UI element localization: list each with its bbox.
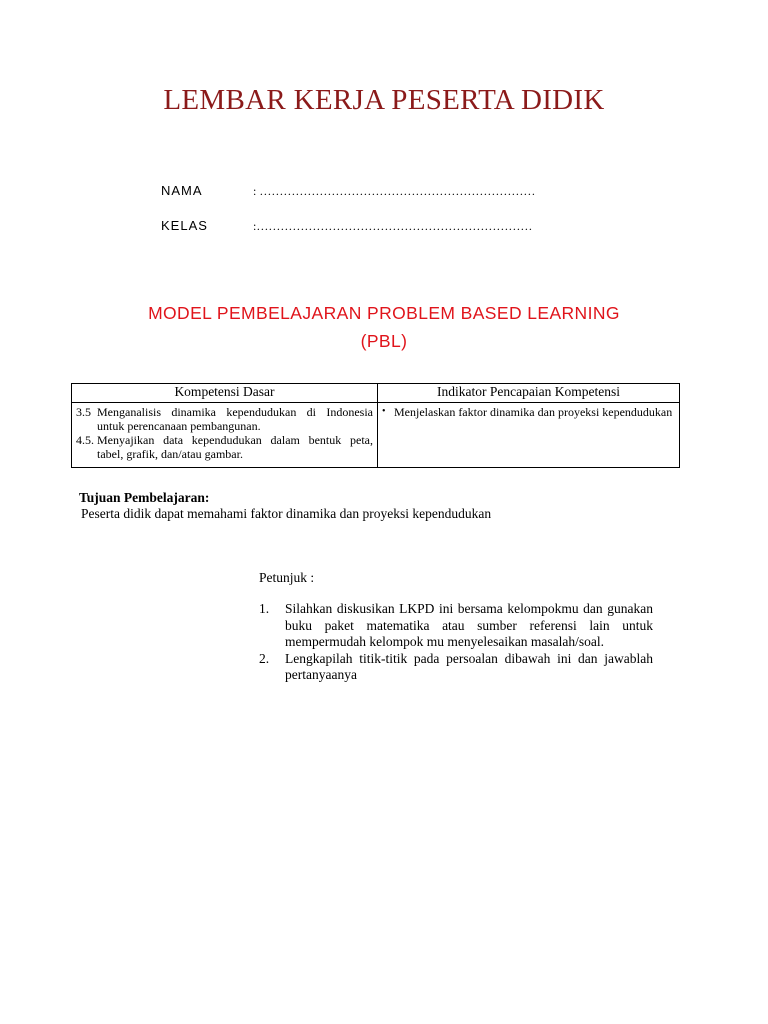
table-row xyxy=(72,403,680,468)
list-item-text: Silahkan diskusikan LKPD ini bersama kelompokmu dan gunakan buku paket matematika atau sumber referensi lain untuk mempermudah kelompok mu menyelesaikan masalah/soal. xyxy=(285,601,653,649)
header-indikator: Indikator Pencapaian Kompetensi xyxy=(378,384,680,403)
model-heading-line1: MODEL PEMBELAJARAN PROBLEM BASED LEARNING xyxy=(148,303,620,323)
list-item-number: 2. xyxy=(259,650,270,666)
list-item-text: Lengkapilah titik-titik pada persoalan dibawah ini dan jawablah pertanyaanya xyxy=(285,650,653,682)
kd-text: Menganalisis dinamika kependudukan di Indonesia untuk perencanaan pembangunan. xyxy=(97,405,373,433)
kd-item xyxy=(76,405,373,433)
worksheet-title: LEMBAR KERJA PESERTA DIDIK xyxy=(163,84,605,116)
kompetensi-dasar-cell xyxy=(72,403,378,468)
model-heading xyxy=(0,299,768,355)
kd-item xyxy=(76,433,373,461)
nama-label: NAMA xyxy=(161,183,203,198)
petunjuk-heading: Petunjuk : xyxy=(259,570,315,585)
indikator-text: Menjelaskan faktor dinamika dan proyeksi kependudukan xyxy=(394,405,673,419)
table-header-row xyxy=(72,384,680,403)
model-heading-line2: (PBL) xyxy=(360,331,408,351)
petunjuk-list xyxy=(259,601,653,684)
list-item-number: 1. xyxy=(259,601,270,616)
indikator-item xyxy=(382,405,675,419)
tujuan-text: Peserta didik dapat memahami faktor dinamika dan proyeksi kependudukan xyxy=(81,506,492,521)
list-item xyxy=(259,651,653,684)
list-item xyxy=(259,601,653,651)
kelas-field-row xyxy=(161,218,532,234)
indikator-cell xyxy=(378,403,680,468)
nama-blank: : …………………………………………………………… xyxy=(253,184,536,198)
nama-field-row xyxy=(161,183,535,199)
kelas-blank: :…………………………………………………………… xyxy=(253,219,533,233)
kd-number: 3.5 xyxy=(76,405,91,419)
bullet-icon: • xyxy=(382,406,386,417)
kd-number: 4.5. xyxy=(76,433,94,447)
kd-text: Menyajikan data kependudukan dalam bentuk peta, tabel, grafik, dan/atau gambar. xyxy=(97,433,373,461)
header-kompetensi-dasar: Kompetensi Dasar xyxy=(72,384,378,403)
tujuan-heading: Tujuan Pembelajaran: xyxy=(79,490,210,505)
kompetensi-table xyxy=(71,383,680,468)
kelas-label: KELAS xyxy=(161,218,208,233)
